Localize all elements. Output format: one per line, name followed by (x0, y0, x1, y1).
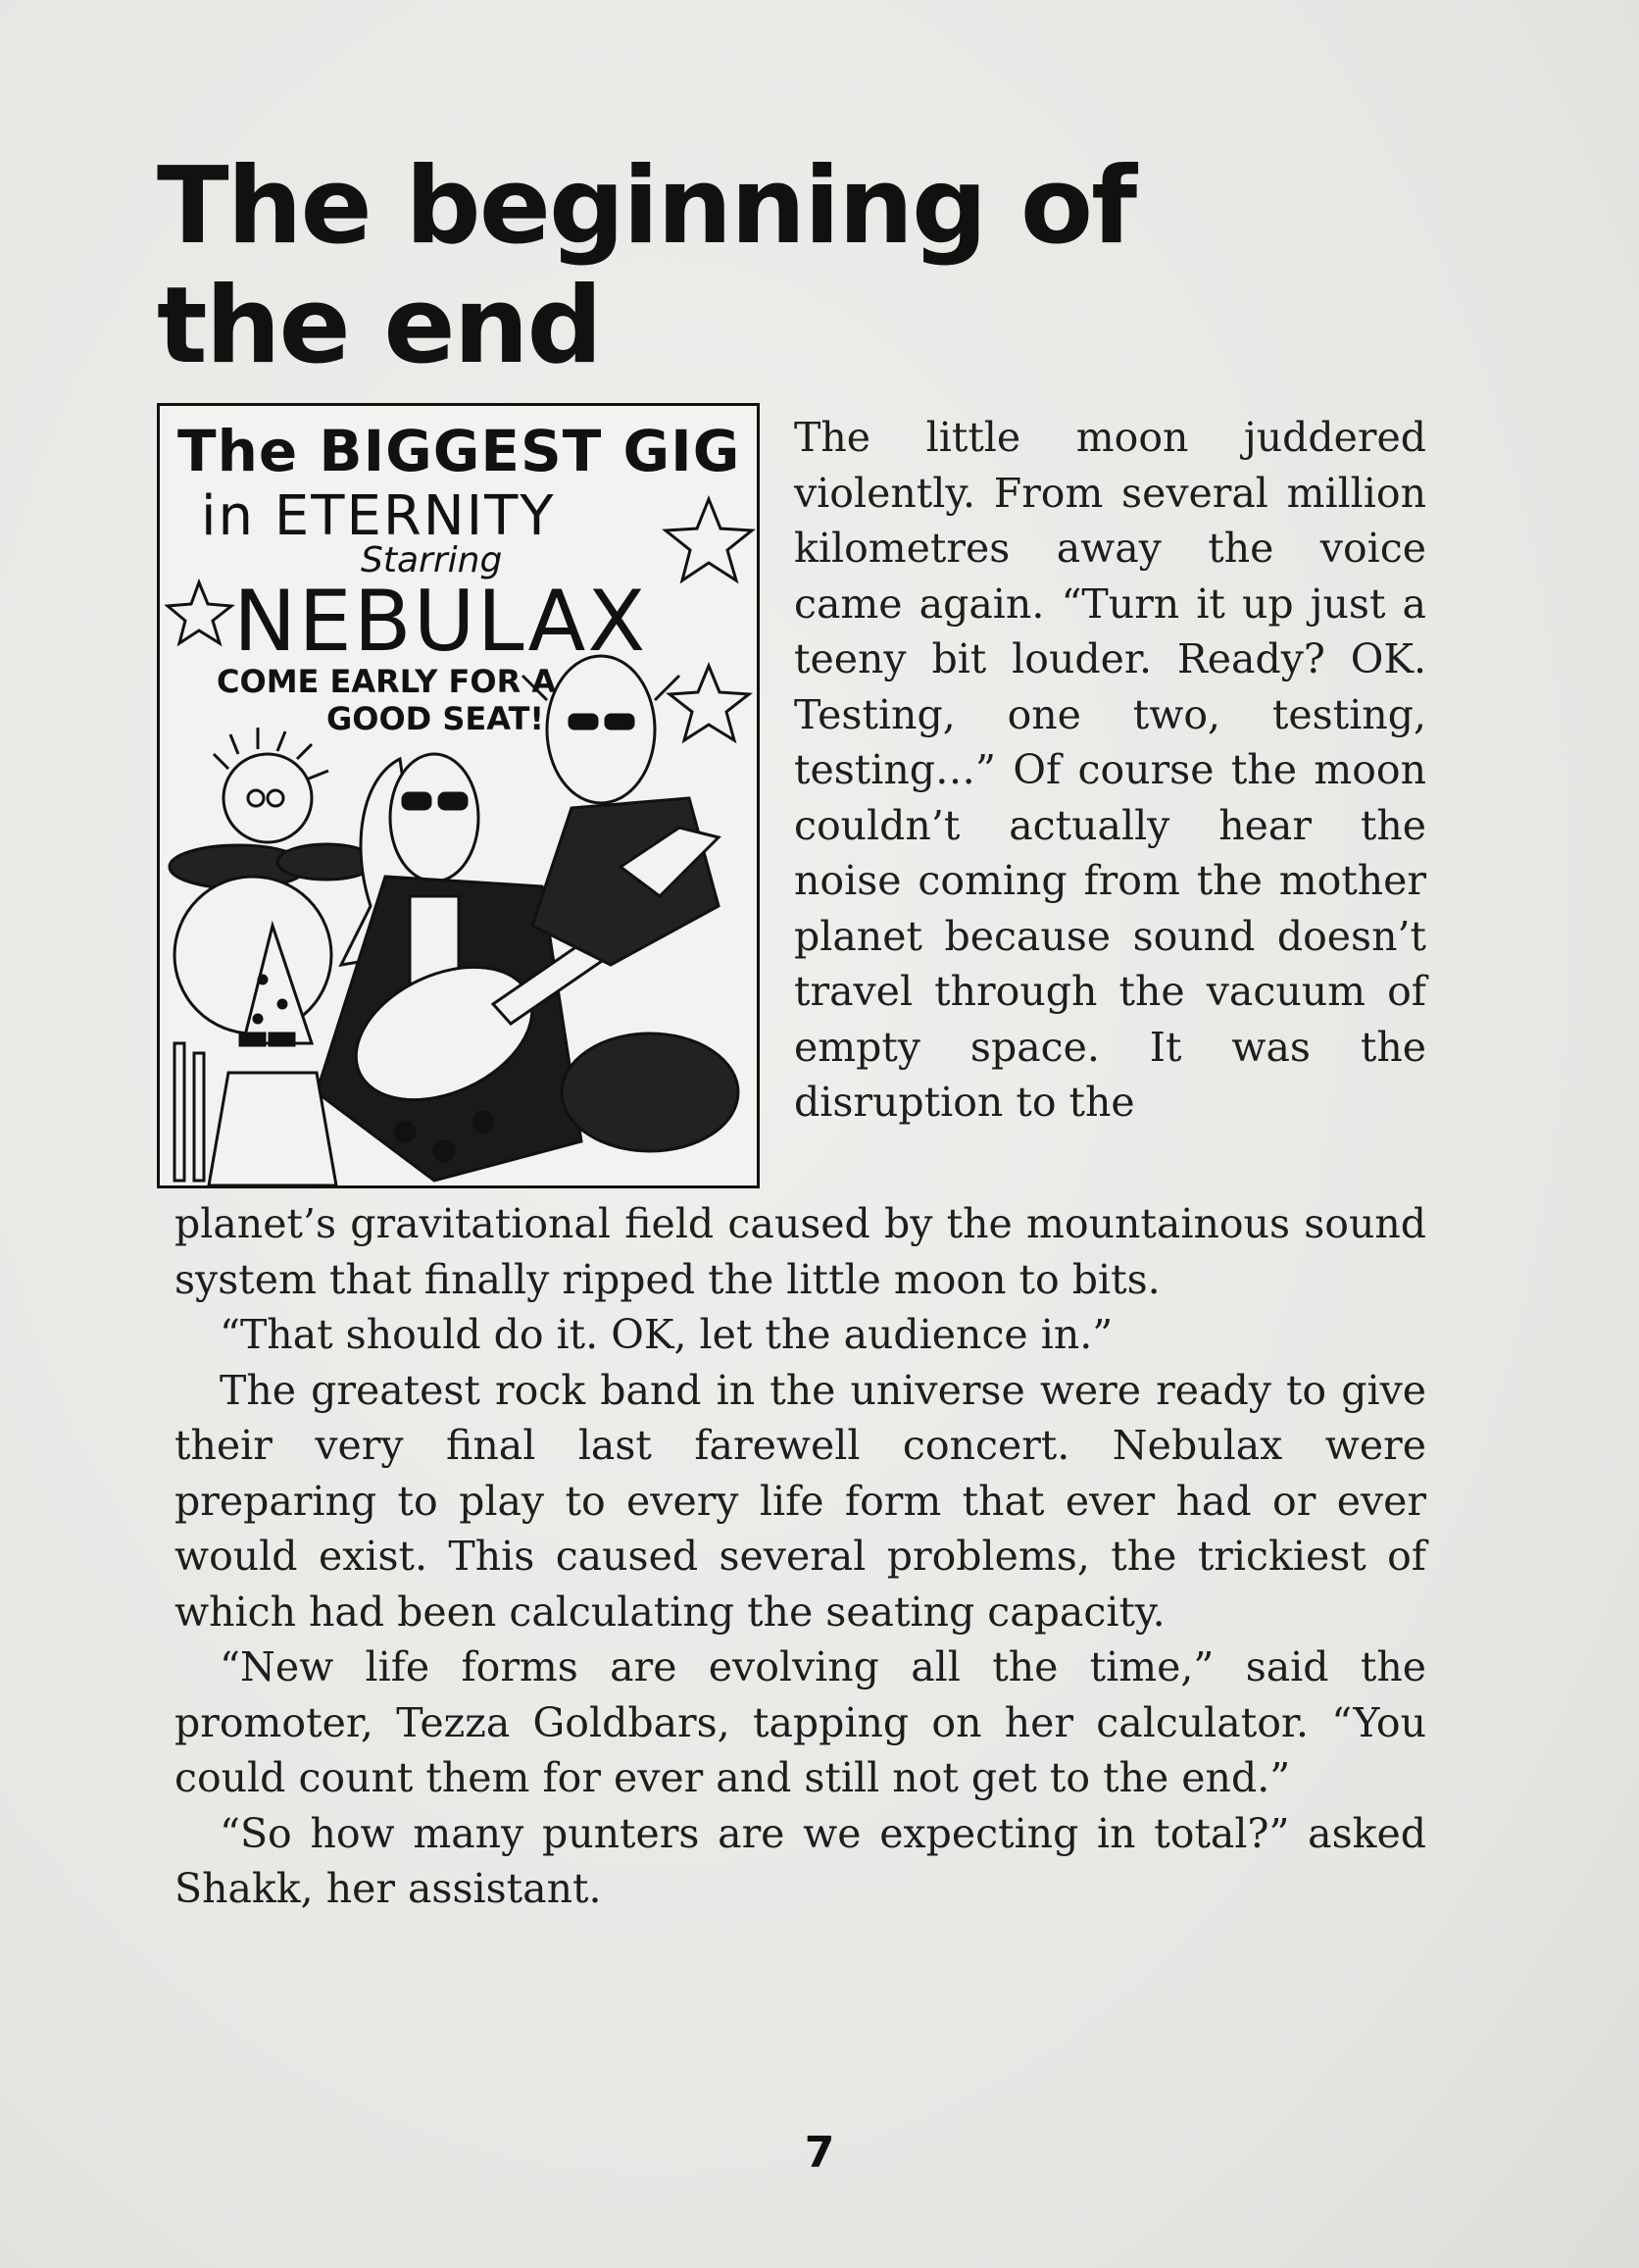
page-number: 7 (804, 2128, 835, 2178)
chapter-title-line-2: the end (157, 265, 601, 387)
paragraph: “New life forms are evolving all the time,” said the promoter, Tezza Goldbars, tapping on her calculator. “You could count them for ever and still not get to the end.” (174, 1643, 1426, 1801)
paragraph: “So how many punters are we expecting in total?” asked Shakk, her assistant. (174, 1809, 1426, 1912)
sheep-head (547, 656, 655, 803)
text-body (174, 1196, 1426, 1917)
star-icon (168, 582, 231, 643)
chapter-title (157, 147, 1431, 386)
chapter-title-line-1: The beginning of (157, 145, 1136, 268)
paragraph: The little moon juddered violently. From several million kilometres away the voice came again. “Turn it up just a teeny bit louder. Ready? OK. Testing, one two, testing, testing…” Of course the moon couldn’t actually hear the noise coming from the mother planet because sound doesn’t travel through the vacuum of empty space. It was the disruption to the (794, 414, 1426, 1126)
paragraph: planet’s gravitational field caused by the mountainous sound system that finally ripped the little moon to bits. (174, 1200, 1426, 1303)
paragraph: “That should do it. OK, let the audience in.” (220, 1311, 1114, 1358)
poster-band-name: NEBULAX (233, 573, 648, 671)
cartoon-illustration (157, 403, 760, 1188)
poster-starring: Starring (361, 540, 503, 580)
poster-tagline-2: GOOD SEAT! (326, 700, 544, 737)
poster-eternity: in ETERNITY (201, 484, 556, 548)
text-column (794, 410, 1426, 1131)
paragraph: The greatest rock band in the universe were ready to give their very final last farewell concert. Nebulax were preparing to play to every life form that ever had or ever would exist. This caused several problems, the trickiest of which had been calculating the seating capacity. (174, 1366, 1426, 1636)
star-icon (670, 666, 749, 740)
star-icon (666, 499, 752, 580)
poster-title: The BIGGEST GIG (177, 418, 741, 484)
poster-tagline-1: COME EARLY FOR A (217, 663, 557, 700)
